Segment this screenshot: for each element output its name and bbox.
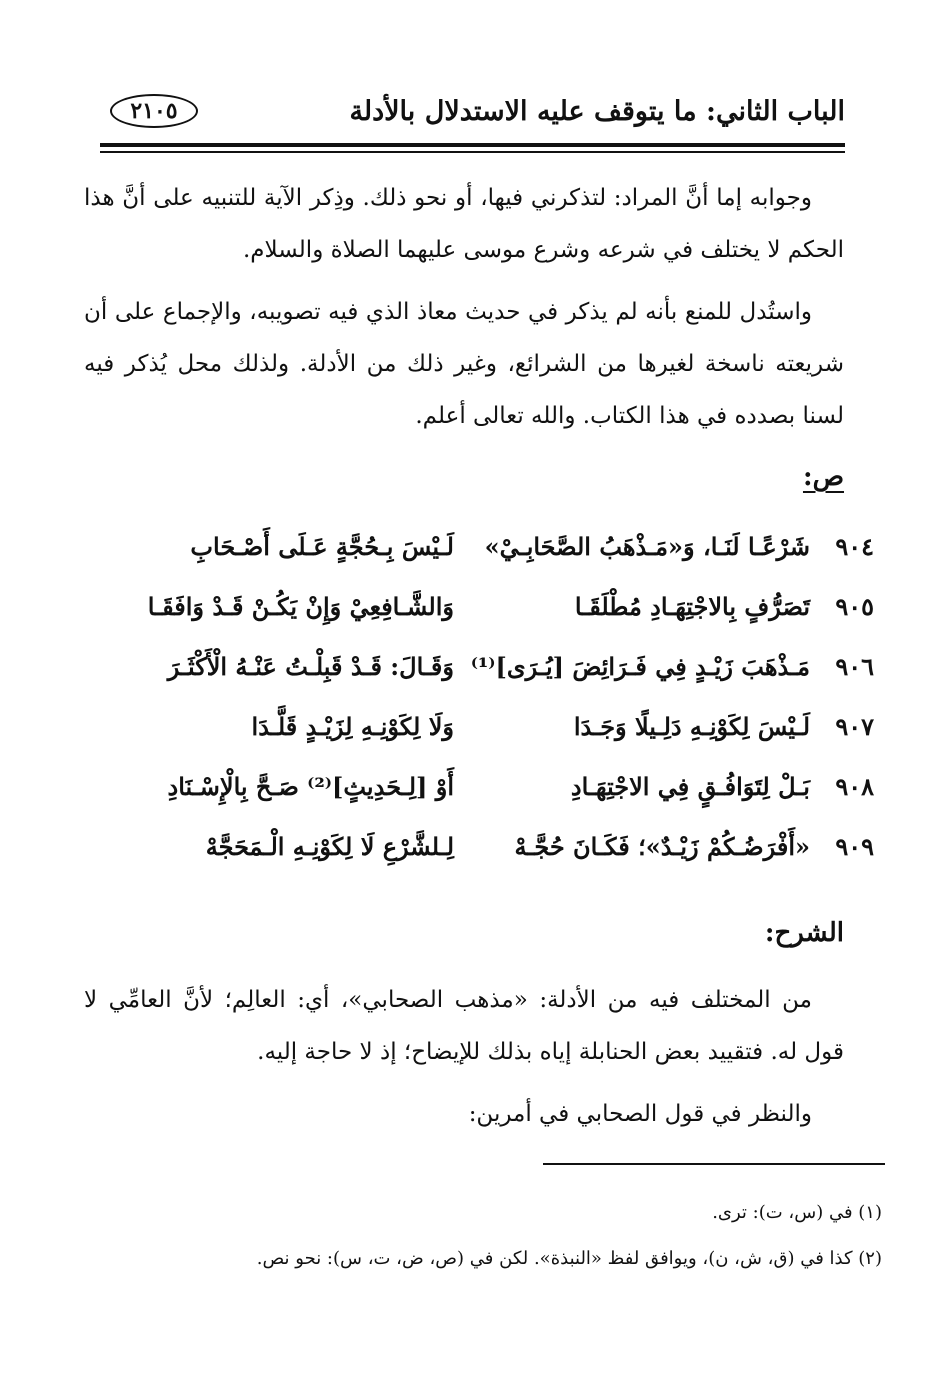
verse-907 xyxy=(74,712,874,764)
verse-first-hemistich: «أَفْرَضُـكُمْ زَيْـدٌ»؛ فَكَـانَ حُجَّـهْ xyxy=(514,832,810,861)
verse-number: ٩٠٩ xyxy=(835,832,874,861)
verse-908 xyxy=(74,772,874,824)
footnote-2: (٢) كذا في (ق، ش، ن)، ويوافق لفظ «النبذة». لكن في (ص، ض، ت، س): نحو نص. xyxy=(256,1248,882,1269)
header-rule-thick xyxy=(100,143,845,147)
verse-second-hemistich: وَلَا لِكَوْنِـهِ لِزَيْـدٍ قَلَّـدَا xyxy=(251,712,454,741)
verse-904 xyxy=(74,532,874,584)
verse-second-hemistich: وَقَـالَ: قَـدْ قَبِلْـتُ عَنْـهُ الْأَكْثَـرَ xyxy=(167,652,454,681)
verse-first-hemistich: تَصَرُّفٍ بِالاجْتِهَـادِ مُطْلَقَـا xyxy=(574,592,810,621)
commentary-heading: الشرح: xyxy=(764,918,844,948)
page-header xyxy=(100,88,845,138)
verse-number: ٩٠٦ xyxy=(835,652,874,681)
verse-first-hemistich: مَـذْهَبَ زَيْـدٍ فِي فَـرَائِضَ [يُـرَى]⁽¹⁾ xyxy=(470,652,810,681)
verse-number: ٩٠٨ xyxy=(835,772,874,801)
verse-second-hemistich: وَالشَّـافِعِيْ وَإِنْ يَكُـنْ قَـدْ وَافَقَـا xyxy=(147,592,454,621)
verse-number: ٩٠٥ xyxy=(835,592,874,621)
footnote-1: (١) في (س، ت): ترى. xyxy=(712,1202,882,1223)
page-number: ٢١٠٥ xyxy=(110,94,198,128)
verse-first-hemistich: شَرْعًـا لَنَـا، وَ«مَـذْهَبُ الصَّحَابِـيْ» xyxy=(484,532,810,561)
verse-909 xyxy=(74,832,874,884)
verse-first-hemistich: لَـيْسَ لِكَوْنِـهِ دَلِـيلًا وَجَـدَا xyxy=(573,712,810,741)
header-rule-thin xyxy=(100,151,845,153)
verse-number: ٩٠٤ xyxy=(835,532,874,561)
verse-first-hemistich: بَـلْ لِتَوَافُـقٍ فِي الاجْتِهَـادِ xyxy=(570,772,810,801)
commentary-paragraph-1: من المختلف فيه من الأدلة: «مذهب الصحابي»، أي: العالِم؛ لأنَّ العامِّي لا قول له. فتقييد بعض الحنابلة إياه بذلك للإيضاح؛ إذ لا حاجة إليه. xyxy=(84,987,844,1065)
body-paragraph-2: واستُدل للمنع بأنه لم يذكر في حديث معاذ الذي فيه تصويبه، والإجماع على أن شريعته ناسخة لغيرها من الشرائع، وغير ذلك من الأدلة. ولذلك محل يُذكر فيه لسنا بصدده في هذا الكتاب. والله تعالى أعلم. xyxy=(84,299,844,429)
verse-second-hemistich: لَـيْسَ بِـحُجَّةٍ عَـلَى أَصْـحَابِ xyxy=(190,532,454,561)
verse-906 xyxy=(74,652,874,704)
body-paragraph-1: وجوابه إما أنَّ المراد: لتذكرني فيها، أو نحو ذلك. وذِكر الآية للتنبيه على أنَّ هذا الحكم لا يختلف في شرعه وشرع موسى عليهما الصلاة والسلام. xyxy=(84,185,844,263)
verse-905 xyxy=(74,592,874,644)
footnote-separator xyxy=(543,1163,885,1165)
commentary-paragraph-2: والنظر في قول الصحابي في أمرين: xyxy=(468,1101,812,1127)
verse-second-hemistich: لِـلشَّرْعِ لَا لِكَوْنِـهِ الْـمَحَجَّهْ xyxy=(205,832,454,861)
text-heading: ص: xyxy=(802,462,844,492)
verse-number: ٩٠٧ xyxy=(835,712,874,741)
verse-second-hemistich: أَوْ [لِـحَدِيثٍ]⁽²⁾ صَـحَّ بِالْإِسْـنَادِ xyxy=(167,772,454,801)
running-title: الباب الثاني: ما يتوقف عليه الاستدلال بالأدلة xyxy=(349,96,845,127)
